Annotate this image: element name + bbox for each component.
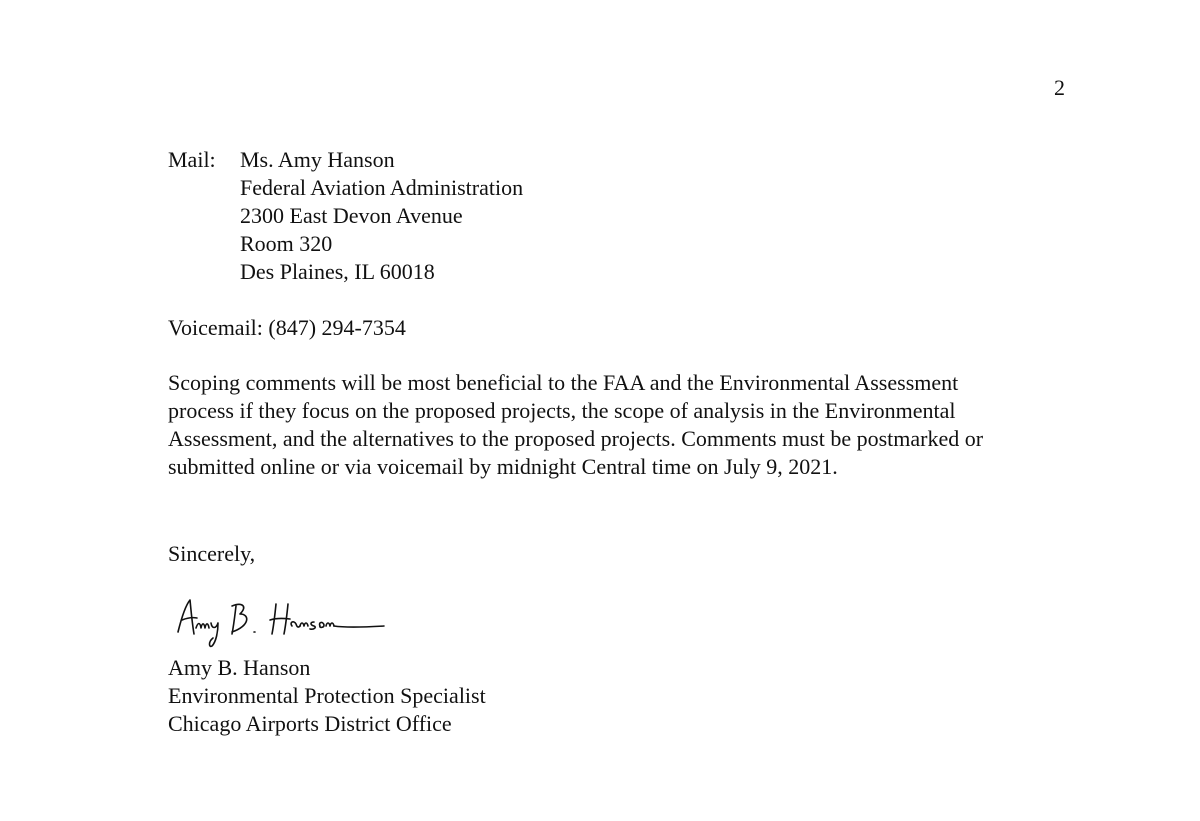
scoping-comments-paragraph [168,369,1078,481]
paragraph-line: Assessment, and the alternatives to the proposed projects. Comments must be postmarked or [168,426,984,451]
mail-address-lines [240,146,523,286]
handwritten-signature [172,592,392,652]
mail-organization: Federal Aviation Administration [240,175,524,200]
signer-office: Chicago Airports District Office [168,711,452,736]
paragraph-line: Scoping comments will be most beneficial to the FAA and the Environmental Assessment [168,370,959,395]
signature-block [168,654,486,738]
signer-title: Environmental Protection Specialist [168,683,486,708]
mail-city-state-zip: Des Plaines, IL 60018 [240,259,435,284]
page-number: 2 [1054,75,1065,100]
voicemail-line: Voicemail: (847) 294-7354 [168,315,406,340]
mail-street: 2300 East Devon Avenue [240,203,463,228]
mail-recipient: Ms. Amy Hanson [240,147,395,172]
paragraph-line: process if they focus on the proposed projects, the scope of analysis in the Environmental [168,398,956,423]
mail-label: Mail: [168,147,216,172]
closing-salutation: Sincerely, [168,541,256,566]
mail-room: Room 320 [240,231,333,256]
signer-name: Amy B. Hanson [168,655,311,680]
paragraph-line: submitted online or via voicemail by midnight Central time on July 9, 2021. [168,454,838,479]
